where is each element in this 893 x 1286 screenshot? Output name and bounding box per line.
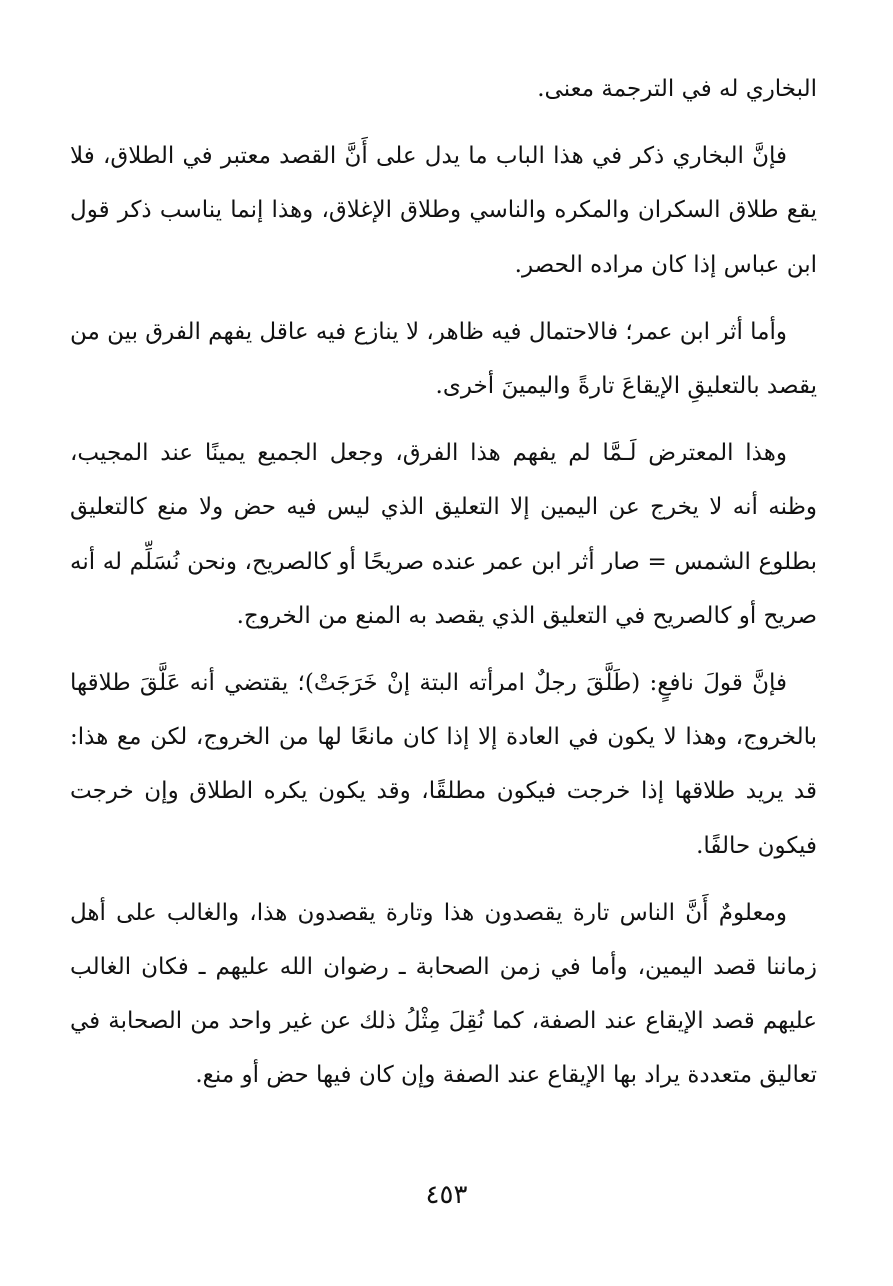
paragraph-6: ومعلومٌ أَنَّ الناس تارة يقصدون هذا وتارة يقصدون هذا، والغالب على أهل زماننا قصد اليمين، وأما في زمن الصحابة ـ رضوان الله عليهم ـ فكان الغالب عليهم قصد الإيقاع عند الصفة، كما نُقِلَ مِثْلُ ذلك عن غير واحد من الصحابة في تعاليق متعددة يراد بها الإيقاع عند الصفة وإن كان فيها حض أو منع. bbox=[70, 899, 817, 1089]
paragraph-1: البخاري له في الترجمة معنى. bbox=[537, 76, 817, 102]
paragraph-3: وأما أثر ابن عمر؛ فالاحتمال فيه ظاهر، لا ينازع فيه عاقل يفهم الفرق بين من يقصد بالتعليقِ الإيقاعَ تارةً واليمينَ أخرى. bbox=[70, 318, 817, 400]
page-body bbox=[70, 62, 817, 1116]
page-number: ٤٥٣ bbox=[425, 1180, 468, 1210]
paragraph-2: فإنَّ البخاري ذكر في هذا الباب ما يدل على أَنَّ القصد معتبر في الطلاق، فلا يقع طلاق السكران والمكره والناسي وطلاق الإغلاق، وهذا إنما يناسب ذكر قول ابن عباس إذا كان مراده الحصر. bbox=[70, 143, 817, 278]
paragraph-5: فإنَّ قولَ نافعٍ: (طَلَّقَ رجلٌ امرأته البتة إنْ خَرَجَتْ)؛ يقتضي أنه عَلَّقَ طلاقها بالخروج، وهذا لا يكون في العادة إلا إذا كان مانعًا لها من الخروج، لكن مع هذا: قد يريد طلاقها إذا خرجت فيكون مطلقًا، وقد يكون يكره الطلاق وإن خرجت فيكون حالفًا. bbox=[70, 670, 817, 859]
paragraph-4: وهذا المعترض لَـمَّا لم يفهم هذا الفرق، وجعل الجميع يمينًا عند المجيب، وظنه أنه لا يخرج عن اليمين إلا التعليق الذي ليس فيه حض ولا منع كالتعليق بطلوع الشمس = صار أثر ابن عمر عنده صريحًا أو كالصريح، ونحن نُسَلِّم له أنه صريح أو كالصريح في التعليق الذي يقصد به المنع من الخروج. bbox=[70, 440, 817, 629]
